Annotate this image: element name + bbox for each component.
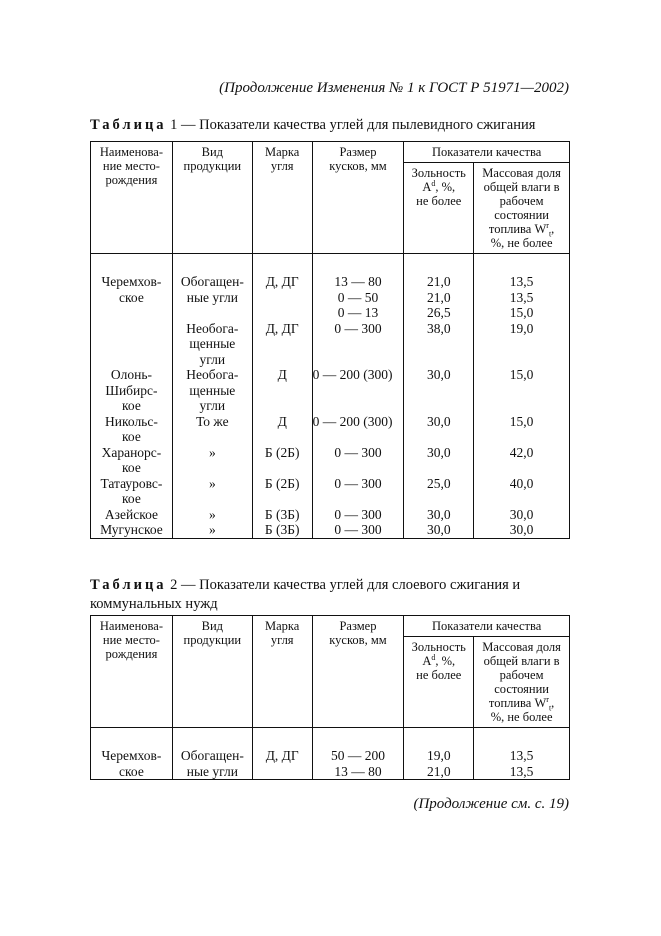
table-row [91,445,570,476]
table2 [90,615,570,780]
cell-moisture-line: 30,0 [509,506,534,522]
header-deposit-line: ние место- [102,159,160,173]
header-moisture-line: топлива $W^r_t$, [488,220,555,239]
cell-size [312,274,404,321]
table-row [91,522,570,538]
cell-product-line: Необога- [186,367,239,382]
cell-grade [252,522,312,538]
cell-grade [252,748,312,780]
cell-ash-line: 30,0 [426,506,451,522]
header-product-line: продукции [183,633,242,647]
header-grade-line: Марка [265,619,300,633]
table1 [90,141,570,539]
header-moisture-line: Массовая доля [482,640,561,654]
cell-moisture [474,321,570,368]
header-quality-group: Показатели качества [404,616,570,637]
cell-size-line: 13 — 80 [334,274,382,289]
header-deposit-line: ние место- [102,633,160,647]
cell-deposit [91,476,173,507]
table-row [91,274,570,321]
header-moisture-line: Массовая доля [482,166,561,180]
header-ash [404,637,474,728]
cell-moisture [474,748,570,780]
cell-moisture [474,414,570,445]
cell-size-line: 0 — 50 [337,289,379,305]
header-ash [404,163,474,254]
cell-size [312,476,404,507]
cell-ash-line: 30,0 [426,413,451,429]
cell-grade [252,445,312,476]
cell-ash-line: 25,0 [426,475,451,491]
cell-grade-line: Д, ДГ [265,274,299,289]
cell-grade [252,414,312,445]
cell-size-line: 0 — 300 [334,444,382,460]
header-product-line: Вид [201,145,224,159]
header-grade [252,616,312,728]
table2-caption-text: — Показатели качества углей для слоевого сжигания и коммунальных нужд [90,577,521,612]
cell-ash-line: 21,0 [426,274,451,289]
cell-size-line: 0 — 300 [334,475,382,491]
header-ash-line: $A^d$, %, [422,178,456,194]
cell-size [312,748,404,780]
header-deposit [91,142,173,254]
cell-size [312,445,404,476]
cell-product [172,507,252,523]
cell-deposit-line: Азейское [104,506,158,522]
cell-deposit-line: кое [122,398,141,413]
cell-ash [404,476,474,507]
cell-ash [404,748,474,780]
cell-product-line: » [208,522,216,537]
cell-product-line: Обогащен- [180,274,244,289]
cell-product-line: ные угли [186,289,238,305]
table2-body [91,728,570,780]
cell-moisture-line: 15,0 [509,413,534,429]
cell-size [312,367,404,414]
cell-grade-line: Б (3Б) [264,506,300,522]
cell-grade-line: Д, ДГ [265,320,299,336]
table1-body [91,254,570,539]
cell-grade-line: Б (2Б) [264,444,300,460]
table1-caption-text: — Показатели качества углей для пылевидного сжигания [181,117,536,133]
cell-size-line: 0 — 300 [334,506,382,522]
cell-size-line: 0 — 200 (300) [312,413,393,429]
table-row [91,748,570,780]
table2-caption [90,576,570,614]
cell-size-line: 0 — 300 [334,320,382,336]
cell-size-line: 0 — 13 [337,305,379,320]
cell-size-line: 0 — 300 [334,522,382,537]
cell-moisture [474,445,570,476]
cell-moisture [474,367,570,414]
table-row [91,367,570,414]
cell-product-line: » [208,475,216,491]
cell-product-line: Необога- [186,320,239,336]
header-moisture-line: топлива $W^r_t$, [488,694,555,713]
cell-moisture-line: 30,0 [509,522,534,537]
header-product [172,142,252,254]
header-product-line: продукции [183,159,242,173]
cell-ash-line: 30,0 [426,522,451,537]
header-moisture-line: %, не более [490,710,553,724]
cell-product-line: Обогащен- [180,748,244,763]
cell-ash [404,274,474,321]
cell-moisture-line: 15,0 [509,305,534,320]
cell-product [172,367,252,414]
cell-deposit-line: Никольс- [105,413,158,429]
table-row [91,414,570,445]
header-grade-line: угля [270,159,294,173]
cell-ash-line: 26,5 [426,305,451,320]
cell-deposit [91,522,173,538]
cell-ash [404,445,474,476]
header-product-line: Вид [201,619,224,633]
cell-moisture [474,507,570,523]
cell-grade [252,367,312,414]
header-moisture-line: общей влаги в [483,654,560,668]
header-ash-line: не более [416,194,462,208]
cell-moisture-line: 19,0 [509,320,534,336]
table-row [91,321,570,368]
cell-size-line: 13 — 80 [334,763,382,779]
cell-ash-line: 21,0 [426,763,451,779]
cell-product [172,522,252,538]
header-deposit [91,616,173,728]
cell-grade [252,321,312,368]
cell-deposit-line: ское [119,763,144,779]
cell-ash [404,321,474,368]
header-deposit-line: Наименова- [99,619,163,633]
header-size-line: Размер [339,619,377,633]
header-product [172,616,252,728]
cell-moisture-line: 15,0 [509,367,534,382]
cell-deposit [91,367,173,414]
header-moisture-line: состоянии [494,208,549,222]
cell-deposit-line: ское [119,289,144,305]
header-ash-line: Зольность [411,166,466,180]
header-ash-line: не более [416,668,462,682]
cell-moisture-line: 42,0 [509,444,534,460]
cell-ash-line: 38,0 [426,320,451,336]
cell-size [312,522,404,538]
header-size [312,616,404,728]
cell-product-line: То же [196,413,229,429]
cell-ash [404,522,474,538]
cell-ash [404,414,474,445]
table-row [91,476,570,507]
cell-ash [404,367,474,414]
cell-deposit-line: кое [122,429,141,444]
header-moisture [474,637,570,728]
cell-deposit-line: Шибирс- [105,382,158,398]
cell-product [172,445,252,476]
cell-deposit-line: Татауровс- [100,475,163,491]
cell-deposit-line: кое [122,491,141,506]
cell-deposit [91,445,173,476]
cell-moisture-line: 13,5 [509,274,534,289]
cell-deposit [91,321,173,368]
table1-caption-word: Таблица [90,117,167,133]
table-row [91,507,570,523]
header-moisture-line: состоянии [494,682,549,696]
cell-moisture-line: 40,0 [509,475,534,491]
cell-size-line: 50 — 200 [330,748,385,763]
cell-product [172,476,252,507]
cell-product-line: щенные [189,336,236,351]
cell-product [172,274,252,321]
cell-product-line: » [208,506,216,522]
cell-grade-line: Б (2Б) [264,475,300,491]
cell-deposit [91,507,173,523]
header-grade [252,142,312,254]
header-size [312,142,404,254]
cell-moisture [474,274,570,321]
cell-product [172,748,252,780]
cell-ash [404,507,474,523]
cell-grade-line: Д [277,413,287,429]
cell-moisture [474,522,570,538]
cell-product-line: » [208,444,216,460]
cell-deposit [91,414,173,445]
cell-product [172,414,252,445]
cell-product-line: ные угли [186,763,238,779]
header-moisture-line: рабочем [499,194,544,208]
cell-moisture [474,476,570,507]
cell-deposit [91,748,173,780]
cell-ash-line: 30,0 [426,444,451,460]
header-ash-line: Зольность [411,640,466,654]
cell-size-line: 0 — 200 (300) [312,367,393,382]
continuation-footer: (Продолжение см. с. 19) [413,796,569,812]
cell-moisture-line: 13,5 [509,763,534,779]
cell-product-line: угли [199,398,226,413]
cell-deposit-line: Мугунское [100,522,163,537]
header-size-line: кусков, мм [329,159,387,173]
header-moisture-line: рабочем [499,668,544,682]
cell-moisture-line: 13,5 [509,289,534,305]
header-deposit-line: Наименова- [99,145,163,159]
cell-grade-line: Б (3Б) [264,522,300,537]
header-moisture-line: общей влаги в [483,180,560,194]
table2-caption-number: 2 [170,577,178,593]
cell-deposit-line: кое [122,460,141,475]
cell-ash-line: 21,0 [426,289,451,305]
cell-grade-line: Д [277,367,287,382]
table1-caption [90,116,570,135]
cell-deposit-line: Черемхов- [101,274,162,289]
table1-caption-number: 1 [170,117,178,133]
header-moisture [474,163,570,254]
cell-grade [252,507,312,523]
header-deposit-line: рождения [105,173,158,187]
cell-product-line: щенные [189,382,236,398]
cell-size [312,414,404,445]
table2-caption-word: Таблица [90,577,167,593]
header-ash-line: $A^d$, %, [422,652,456,668]
header-deposit-line: рождения [105,647,158,661]
cell-ash-line: 30,0 [426,367,451,382]
header-quality-group: Показатели качества [404,142,570,163]
cell-product-line: угли [199,351,226,367]
cell-deposit-line: Харанорс- [101,444,162,460]
cell-size [312,321,404,368]
continuation-header: (Продолжение Изменения № 1 к ГОСТ Р 51971—2002) [219,80,569,96]
cell-deposit-line: Черемхов- [101,748,162,763]
cell-deposit-line: Олонь- [110,367,152,382]
cell-grade [252,476,312,507]
header-size-line: Размер [339,145,377,159]
header-size-line: кусков, мм [329,633,387,647]
header-grade-line: угля [270,633,294,647]
cell-grade [252,274,312,321]
cell-grade-line: Д, ДГ [265,748,299,763]
header-grade-line: Марка [265,145,300,159]
cell-ash-line: 19,0 [426,748,451,763]
header-moisture-line: %, не более [490,236,553,250]
cell-deposit [91,274,173,321]
cell-moisture-line: 13,5 [509,748,534,763]
cell-product [172,321,252,368]
cell-size [312,507,404,523]
